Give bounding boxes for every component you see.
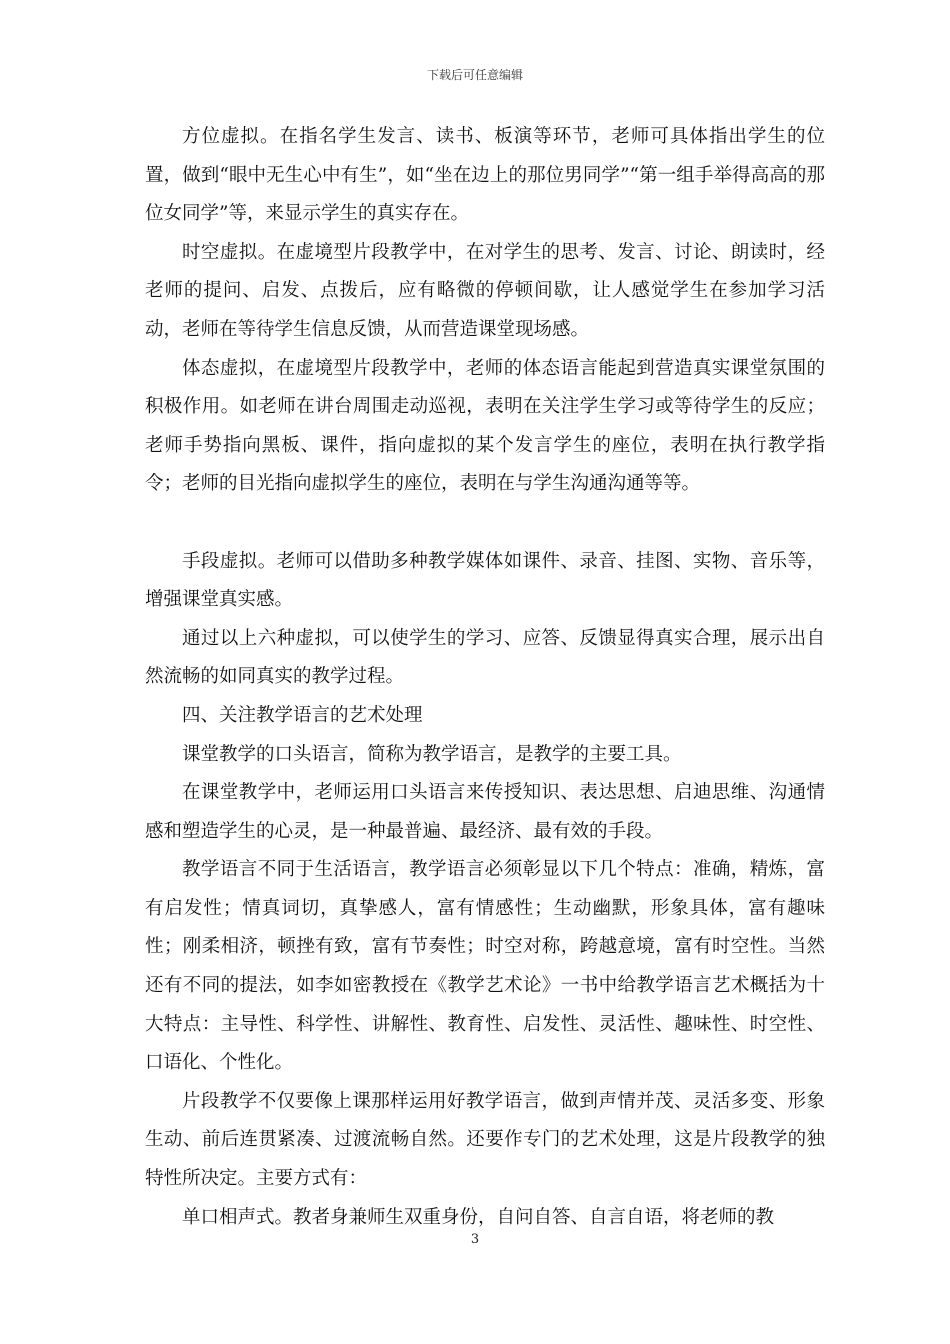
paragraph-means-virtual: 手段虚拟。老师可以借助多种教学媒体如课件、录音、挂图、实物、音乐等，增强课堂真实感。 [145, 550, 825, 611]
section-heading-teaching-language: 四、关注教学语言的艺术处理 [182, 704, 423, 726]
paragraph-language-features: 教学语言不同于生活语言，教学语言必须彰显以下几个特点：准确，精炼，富有启发性；情真词切，真挚感人，富有情感性；生动幽默，形象具体，富有趣味性；刚柔相济，顿挫有致，富有节奏性；时空对称，跨越意境，富有时空性。当然还有不同的提法，如李如密教授在《教学艺术论》一书中给教学语言艺术概括为十大特点：主导性、科学性、讲解性、教育性、启发性、灵活性、趣味性、时空性、口语化、个性化。 [145, 859, 825, 1074]
paragraph-monologue-style: 单口相声式。教者身兼师生双重身份，自问自答、自言自语，将老师的教 [182, 1206, 775, 1228]
page-header: 下载后可任意编辑 [426, 68, 523, 82]
paragraph-six-virtual-summary: 通过以上六种虚拟，可以使学生的学习、应答、反馈显得真实合理，展示出自然流畅的如同真实的教学过程。 [145, 627, 825, 688]
page-number: 3 [470, 1232, 480, 1247]
paragraph-fragment-teaching: 片段教学不仅要像上课那样运用好教学语言，做到声情并茂、灵活多变、形象生动、前后连贯紧凑、过渡流畅自然。还要作专门的艺术处理，这是片段教学的独特性所决定。主要方式有： [145, 1090, 825, 1190]
paragraph-time-virtual: 时空虚拟。在虚境型片段教学中，在对学生的思考、发言、讨论、朗读时，经老师的提问、启发、点拨后，应有略微的停顿间歇，让人感觉学生在参加学习活动，老师在等待学生信息反馈，从而营造课堂现场感。 [145, 241, 825, 340]
paragraph-oral-language: 课堂教学的口头语言，简称为教学语言，是教学的主要工具。 [182, 743, 682, 765]
paragraph-position-virtual: 方位虚拟。在指名学生发言、读书、板演等环节，老师可具体指出学生的位置，做到“眼中无生心中有生”，如“坐在边上的那位男同学”“第一组手举得高高的那位女同学”等，来显示学生的真实存在。 [145, 126, 825, 225]
paragraph-posture-virtual: 体态虚拟，在虚境型片段教学中，老师的体态语言能起到营造真实课堂氛围的积极作用。如老师在讲台周围走动巡视，表明在关注学生学习或等待学生的反应；老师手势指向黑板、课件，指向虚拟的某个发言学生的座位，表明在执行教学指令；老师的目光指向虚拟学生的座位，表明在与学生沟通沟通等等。 [145, 357, 825, 495]
document-body [145, 118, 825, 1237]
paragraph-classroom-teaching: 在课堂教学中，老师运用口头语言来传授知识、表达思想、启迪思维、沟通情感和塑造学生的心灵，是一种最普遍、最经济、最有效的手段。 [145, 782, 825, 842]
